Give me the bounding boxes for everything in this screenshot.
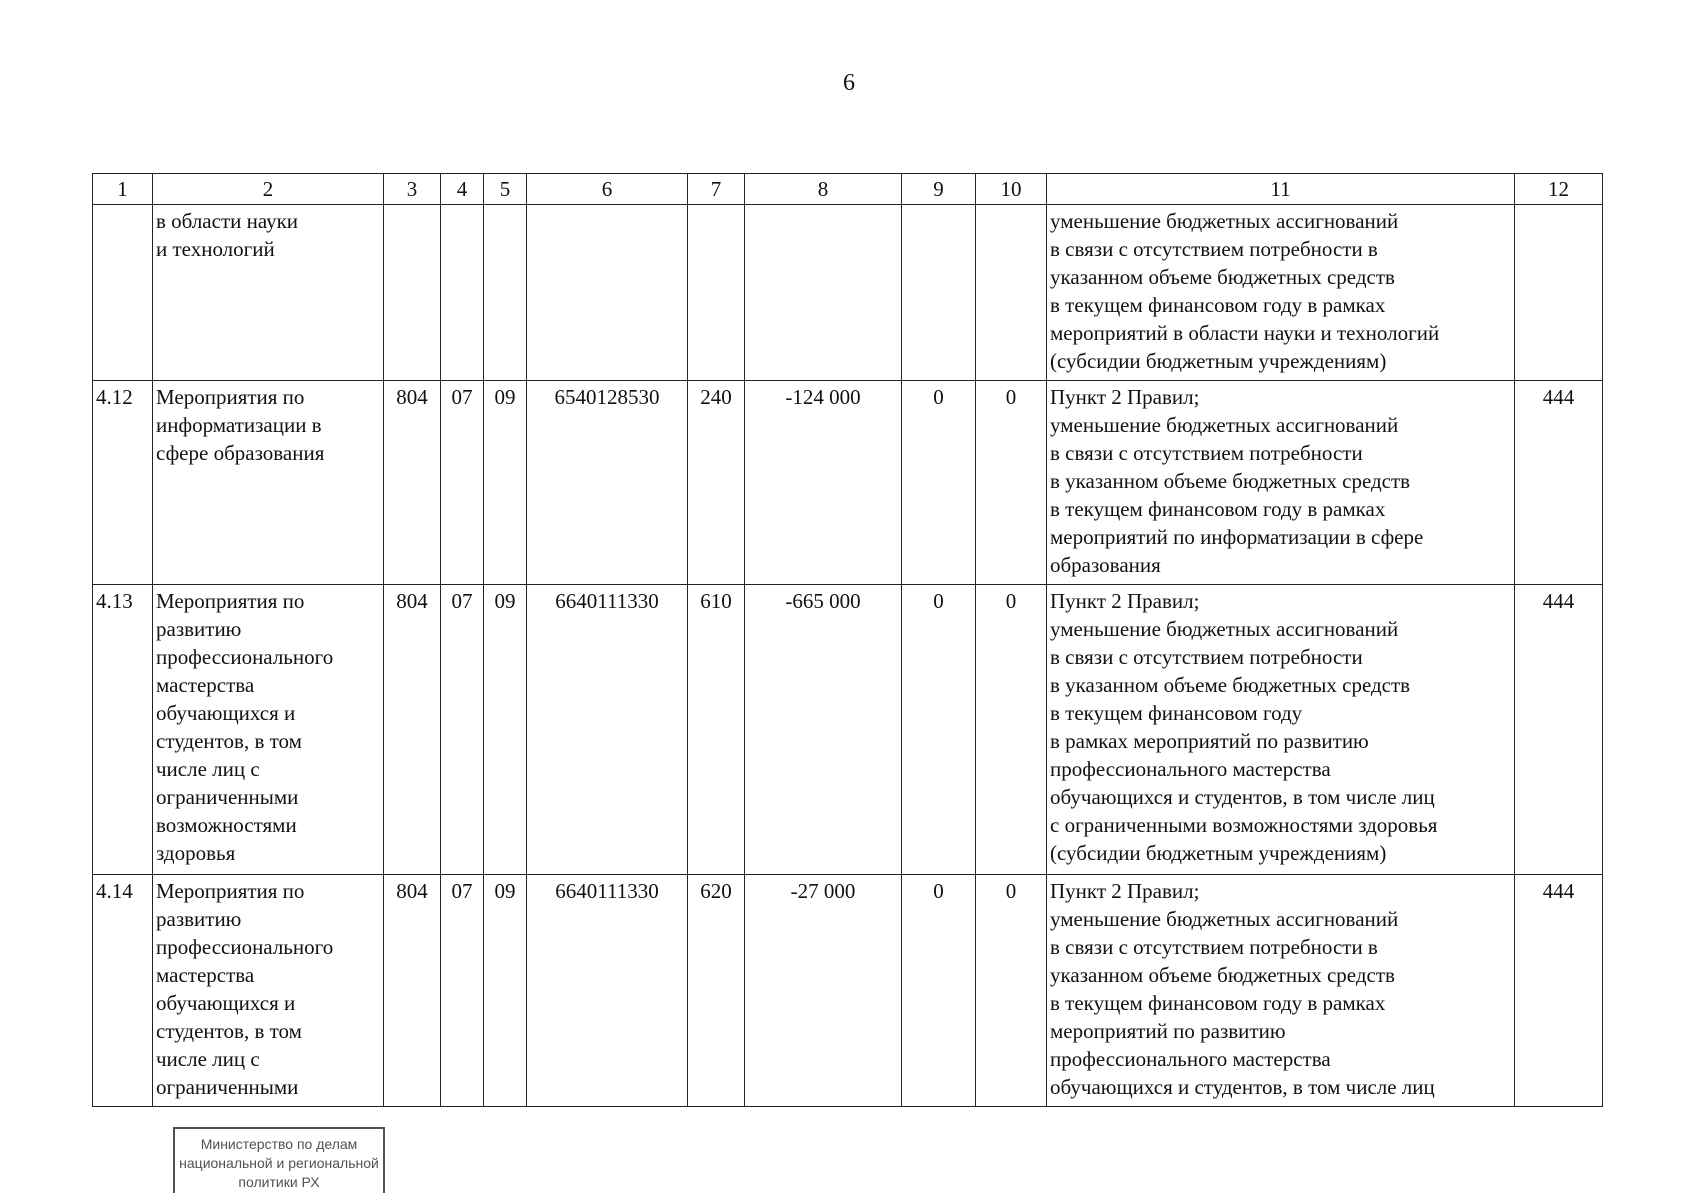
amount-col-9: 0 — [902, 585, 976, 875]
header-col-8: 8 — [745, 174, 902, 205]
header-col-1: 1 — [93, 174, 153, 205]
row-number: 4.12 — [93, 381, 153, 585]
ministry-code: 804 — [384, 381, 441, 585]
header-col-7: 7 — [688, 174, 745, 205]
table-row — [93, 585, 1603, 875]
amount-change: -124 000 — [745, 381, 902, 585]
header-col-6: 6 — [527, 174, 688, 205]
section-code — [441, 205, 484, 381]
header-col-3: 3 — [384, 174, 441, 205]
stamp-line-1: Министерство по делам — [200, 1136, 358, 1152]
ministry-code: 804 — [384, 585, 441, 875]
code-col-12: 444 — [1515, 585, 1603, 875]
stamp-line-2: национальной и региональной — [179, 1155, 379, 1171]
target-article-code: 6540128530 — [527, 381, 688, 585]
expense-type-code: 610 — [688, 585, 745, 875]
amount-col-9: 0 — [902, 875, 976, 1107]
subsection-code — [484, 205, 527, 381]
header-row — [93, 174, 1603, 205]
row-number — [93, 205, 153, 381]
table-row — [93, 381, 1603, 585]
section-code: 07 — [441, 875, 484, 1107]
stamp-line-3: политики РХ — [238, 1174, 320, 1190]
row-number: 4.13 — [93, 585, 153, 875]
page-number: 6 — [843, 70, 855, 96]
header-col-11: 11 — [1047, 174, 1515, 205]
header-col-4: 4 — [441, 174, 484, 205]
amount-change: -27 000 — [745, 875, 902, 1107]
amount-col-10: 0 — [976, 585, 1047, 875]
amount-change — [745, 205, 902, 381]
target-article-code: 6640111330 — [527, 585, 688, 875]
header-col-12: 12 — [1515, 174, 1603, 205]
section-code: 07 — [441, 585, 484, 875]
table-row — [93, 875, 1603, 1107]
expense-type-code: 240 — [688, 381, 745, 585]
table-row — [93, 205, 1603, 381]
subsection-code: 09 — [484, 875, 527, 1107]
ministry-stamp — [173, 1127, 385, 1193]
event-name: Мероприятия по развитию профессионального мастерства обучающихся и студентов, в том числе лиц с ограниченными — [153, 875, 384, 1107]
code-col-12 — [1515, 205, 1603, 381]
amount-col-9 — [902, 205, 976, 381]
header-col-2: 2 — [153, 174, 384, 205]
ministry-code — [384, 205, 441, 381]
change-basis: Пункт 2 Правил; уменьшение бюджетных ассигнований в связи с отсутствием потребности в указанном объеме бюджетных средств в текущем финансовом году в рамках мероприятий по развитию профессионального мастерства обучающихся и студентов, в том числе лиц — [1047, 875, 1515, 1107]
amount-change: -665 000 — [745, 585, 902, 875]
event-name: Мероприятия по развитию профессионального мастерства обучающихся и студентов, в том числе лиц с ограниченными возможностями здоровья — [153, 585, 384, 875]
change-basis: Пункт 2 Правил; уменьшение бюджетных ассигнований в связи с отсутствием потребности в указанном объеме бюджетных средств в текущем финансовом году в рамках мероприятий по информатизации в сфере образования — [1047, 381, 1515, 585]
expense-type-code — [688, 205, 745, 381]
header-col-10: 10 — [976, 174, 1047, 205]
header-col-9: 9 — [902, 174, 976, 205]
amount-col-10: 0 — [976, 381, 1047, 585]
budget-changes-table — [92, 173, 1603, 1107]
ministry-code: 804 — [384, 875, 441, 1107]
amount-col-10: 0 — [976, 875, 1047, 1107]
code-col-12: 444 — [1515, 381, 1603, 585]
subsection-code: 09 — [484, 381, 527, 585]
row-number: 4.14 — [93, 875, 153, 1107]
amount-col-10 — [976, 205, 1047, 381]
target-article-code — [527, 205, 688, 381]
change-basis: уменьшение бюджетных ассигнований в связи с отсутствием потребности в указанном объеме бюджетных средств в текущем финансовом году в рамках мероприятий в области науки и технологий (субсидии бюджетным учреждениям) — [1047, 205, 1515, 381]
event-name: в области науки и технологий — [153, 205, 384, 381]
event-name: Мероприятия по информатизации в сфере образования — [153, 381, 384, 585]
amount-col-9: 0 — [902, 381, 976, 585]
code-col-12: 444 — [1515, 875, 1603, 1107]
header-col-5: 5 — [484, 174, 527, 205]
subsection-code: 09 — [484, 585, 527, 875]
target-article-code: 6640111330 — [527, 875, 688, 1107]
section-code: 07 — [441, 381, 484, 585]
expense-type-code: 620 — [688, 875, 745, 1107]
change-basis: Пункт 2 Правил; уменьшение бюджетных ассигнований в связи с отсутствием потребности в указанном объеме бюджетных средств в текущем финансовом году в рамках мероприятий по развитию профессионального мастерства обучающихся и студентов, в том числе лиц с ограниченными возможностями здоровья (субсидии бюджетным учреждениям) — [1047, 585, 1515, 875]
